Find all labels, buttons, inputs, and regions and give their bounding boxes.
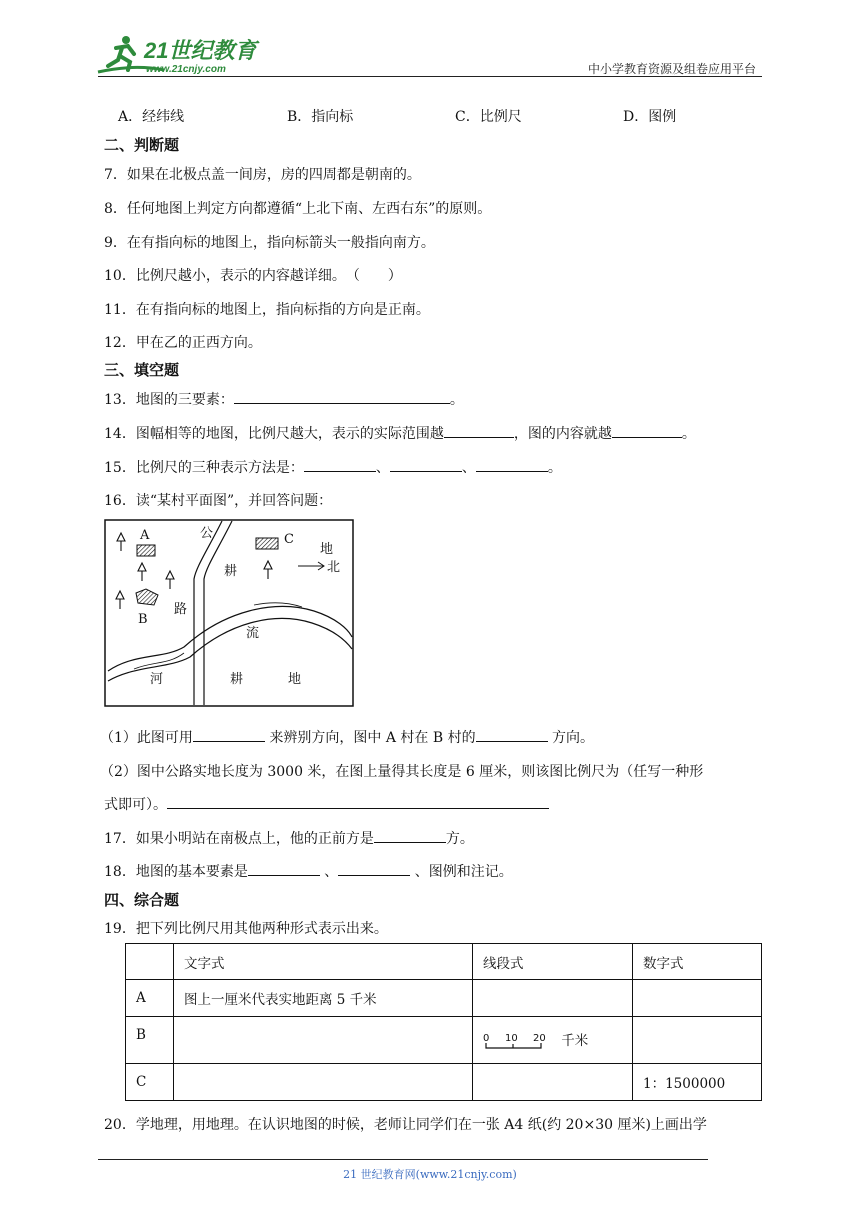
bar-tick-0: 0: [483, 1033, 490, 1045]
answer-blank[interactable]: [476, 727, 548, 742]
header-divider: [98, 76, 762, 77]
logo-text: 21世纪教育: [144, 38, 257, 63]
row-label: B: [126, 1017, 174, 1064]
question-16-part-2: （2）图中公路实地长度为 3000 米，在图上量得其长度是 6 厘米，则该图比例尺为（任写一种形: [100, 764, 704, 780]
q18-end: 、图例和注记。: [410, 864, 513, 880]
option-b: B．指向标: [287, 109, 354, 125]
line-scale-cell[interactable]: [473, 1064, 633, 1101]
row-label: C: [126, 1064, 174, 1101]
q18-text: 18．地图的基本要素是: [104, 864, 248, 880]
label-di1: 地: [320, 542, 334, 557]
q16-p1-end: 方向。: [547, 730, 595, 746]
section-comprehensive: 四、综合题: [104, 891, 180, 909]
footer-divider: [98, 1159, 708, 1160]
table-header-row: [126, 944, 762, 980]
label-b: B: [138, 612, 148, 627]
question-15: [104, 457, 562, 477]
answer-blank[interactable]: [338, 861, 410, 876]
question-12: 12．甲在乙的正西方向。: [104, 335, 262, 351]
village-c-house: [256, 538, 278, 549]
label-geng1: 耕: [224, 564, 238, 579]
numeric-scale-cell[interactable]: [633, 1017, 762, 1064]
logo-url: www.21cnjy.com: [146, 64, 226, 75]
label-bei: 北: [327, 560, 341, 575]
scale-table: [125, 943, 762, 1101]
answer-blank[interactable]: [248, 861, 320, 876]
question-9: 9．在有指向标的地图上，指向标箭头一般指向南方。: [104, 235, 435, 251]
question-16: 16．读“某村平面图”，并回答问题：: [104, 493, 333, 509]
table-header-cell: [126, 944, 174, 980]
bar-tick-10: 10: [505, 1033, 518, 1045]
q14-mid: ，图的内容就越: [513, 426, 612, 442]
section-judgment: 二、判断题: [104, 136, 180, 154]
text-scale-cell[interactable]: [174, 1017, 473, 1064]
line-scale-cell[interactable]: [473, 980, 633, 1017]
option-d: D．图例: [623, 109, 677, 125]
numeric-scale-cell[interactable]: [633, 980, 762, 1017]
question-19: 19．把下列比例尺用其他两种形式表示出来。: [104, 921, 388, 937]
q16-p1-text: （1）此图可用: [100, 730, 193, 746]
table-header-cell: 文字式: [174, 944, 473, 980]
answer-blank[interactable]: [193, 727, 265, 742]
q15-sep1: 、: [375, 460, 390, 476]
question-8: 8．任何地图上判定方向都遵循“上北下南、左西右东”的原则。: [104, 201, 492, 217]
label-di2: 地: [288, 672, 302, 687]
north-arrow-icon: [298, 562, 324, 570]
label-liu: 流: [246, 626, 260, 641]
table-header-cell: 线段式: [473, 944, 633, 980]
q15-end: 。: [547, 460, 562, 476]
table-header-cell: 数字式: [633, 944, 762, 980]
answer-blank[interactable]: [167, 794, 549, 809]
village-a-house: [137, 545, 155, 556]
bar-unit: 千米: [561, 1032, 589, 1049]
answer-blank[interactable]: [234, 389, 450, 404]
label-geng2: 耕: [230, 672, 244, 687]
logo-21cnjy: [94, 34, 274, 78]
village-b-house: [136, 589, 158, 605]
q17-end: 方。: [445, 831, 474, 847]
label-c: C: [284, 532, 294, 547]
label-lu: 路: [174, 602, 188, 617]
question-16-part-1: [100, 727, 594, 747]
q15-sep2: 、: [461, 460, 476, 476]
section-fill: 三、填空题: [104, 361, 180, 379]
q17-text: 17．如果小明站在南极点上，他的正前方是: [104, 831, 374, 847]
answer-blank[interactable]: [444, 423, 514, 438]
answer-blank[interactable]: [390, 457, 462, 472]
bar-tick-20: 20: [533, 1033, 546, 1045]
footer-source[interactable]: 21 世纪教育网(www.21cnjy.com): [343, 1168, 517, 1181]
q18-mid: 、: [319, 864, 339, 880]
village-map: [104, 519, 354, 707]
row-label: A: [126, 980, 174, 1017]
line-scale-bar: [483, 1031, 557, 1051]
numeric-scale-cell: 1：1500000: [633, 1064, 762, 1101]
q14-text: 14．图幅相等的地图，比例尺越大，表示的实际范围越: [104, 426, 444, 442]
label-a: A: [140, 528, 150, 543]
option-c: C．比例尺: [455, 109, 522, 125]
platform-name: 中小学教育资源及组卷应用平台: [587, 62, 756, 76]
q13-text: 13．地图的三要素：: [104, 392, 234, 408]
option-a: A．经纬线: [118, 109, 185, 125]
answer-blank[interactable]: [374, 828, 446, 843]
line-scale-cell: [473, 1017, 633, 1064]
question-14: [104, 423, 696, 443]
table-row: [126, 1064, 762, 1101]
text-scale-cell: 图上一厘米代表实地距离 5 千米: [174, 980, 473, 1017]
question-7: 7．如果在北极点盖一间房，房的四周都是朝南的。: [104, 167, 421, 183]
answer-blank[interactable]: [612, 423, 682, 438]
q15-text: 15．比例尺的三种表示方法是：: [104, 460, 304, 476]
answer-blank[interactable]: [304, 457, 376, 472]
question-17: [104, 828, 474, 848]
answer-blank[interactable]: [476, 457, 548, 472]
road-line-right: [204, 521, 232, 705]
question-11: 11．在有指向标的地图上，指向标指的方向是正南。: [104, 302, 430, 318]
label-he: 河: [150, 672, 164, 687]
question-13: [104, 389, 464, 409]
page-header: [0, 0, 860, 80]
q16-p1-mid: 来辨别方向，图中 A 村在 B 村的: [264, 730, 476, 746]
text-scale-cell[interactable]: [174, 1064, 473, 1101]
table-row: [126, 980, 762, 1017]
table-row: [126, 1017, 762, 1064]
q14-end: 。: [681, 426, 696, 442]
question-16-part-2-cont: [104, 794, 549, 814]
label-gong: 公: [200, 526, 214, 541]
question-20: 20．学地理，用地理。在认识地图的时候，老师让同学们在一张 A4 纸(约 20×30 厘米)上画出学: [104, 1117, 707, 1133]
q16-p2-text: 式即可）。: [104, 797, 167, 813]
question-10: 10．比例尺越小，表示的内容越详细。 （ ）: [104, 268, 402, 284]
q13-end: 。: [449, 392, 464, 408]
question-18: [104, 861, 513, 881]
